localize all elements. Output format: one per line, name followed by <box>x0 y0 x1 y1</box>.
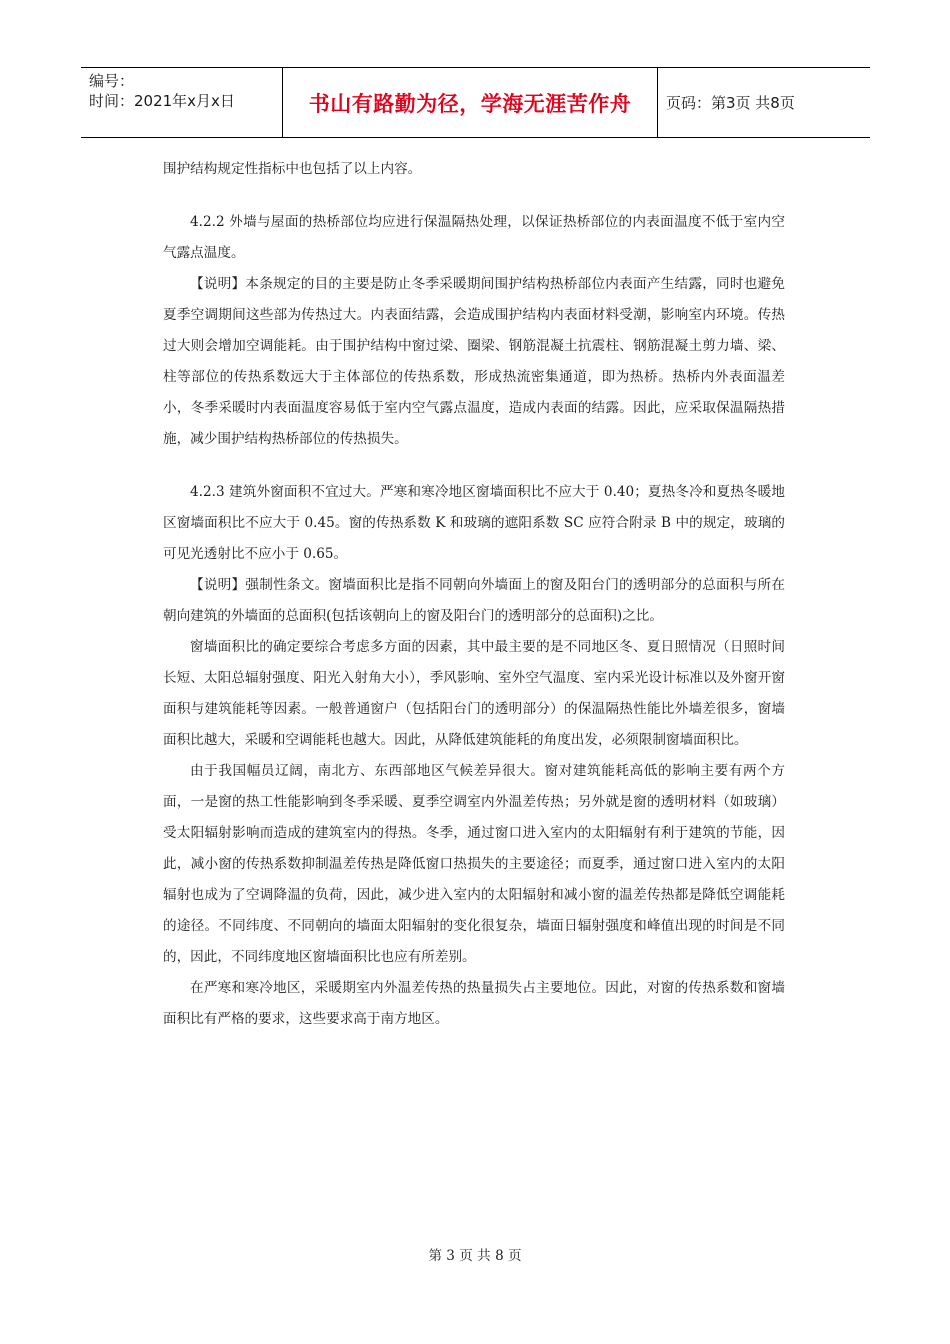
clause-paragraph: 4.2.2 外墙与屋面的热桥部位均应进行保温隔热处理，以保证热桥部位的内表面温度不低于室内空气露点温度。 <box>163 214 785 261</box>
document-body <box>163 154 785 1035</box>
body-paragraph: 在严寒和寒冷地区，采暖期室内外温差传热的热量损失占主要地位。因此，对窗的传热系数和窗墙面积比有严格的要求，这些要求高于南方地区。 <box>163 980 785 1027</box>
body-paragraph: 由于我国幅员辽阔，南北方、东西部地区气候差异很大。窗对建筑能耗高低的影响主要有两个方面，一是窗的热工性能影响到冬季采暖、夏季空调室内外温差传热；另外就是窗的透明材料（如玻璃）受太阳辐射影响而造成的建筑室内的得热。冬季，通过窗口进入室内的太阳辐射有利于建筑的节能，因此，减小窗的传热系数抑制温差传热是降低窗口热损失的主要途径；而夏季，通过窗口进入室内的太阳辐射也成为了空调降温的负荷，因此，减少进入室内的太阳辐射和减小窗的温差传热都是降低空调能耗的途径。不同纬度、不同朝向的墙面太阳辐射的变化很复杂，墙面日辐射强度和峰值出现的时间是不同的，因此，不同纬度地区窗墙面积比也应有所差别。 <box>163 763 785 965</box>
document-date-label: 时间：2021年x月x日 <box>89 92 235 110</box>
header-page-number: 页码：第3页 共8页 <box>666 94 795 112</box>
body-paragraph: 窗墙面积比的确定要综合考虑多方面的因素，其中最主要的是不同地区冬、夏日照情况（日照时间长短、太阳总辐射强度、阳光入射角大小），季风影响、室外空气温度、室内采光设计标准以及外窗开窗面积与建筑能耗等因素。一般普通窗户（包括阳台门的透明部分）的保温隔热性能比外墙差很多，窗墙面积比越大，采暖和空调能耗也越大。因此，从降低建筑能耗的角度出发，必须限制窗墙面积比。 <box>163 639 785 748</box>
explanation-paragraph: 【说明】强制性条文。窗墙面积比是指不同朝向外墙面上的窗及阳台门的透明部分的总面积与所在朝向建筑的外墙面的总面积(包括该朝向上的窗及阳台门的透明部分的总面积)之比。 <box>163 577 785 624</box>
header-slogan-cell <box>282 68 658 137</box>
explanation-paragraph: 【说明】本条规定的目的主要是防止冬季采暖期间围护结构热桥部位内表面产生结露，同时也避免夏季空调期间这些部为传热过大。内表面结露，会造成围护结构内表面材料受潮，影响室内环境。传热过大则会增加空调能耗。由于围护结构中窗过梁、圈梁、钢筋混凝土抗震柱、钢筋混凝土剪力墙、梁、柱等部位的传热系数远大于主体部位的传热系数，形成热流密集通道，即为热桥。热桥内外表面温差小，冬季采暖时内表面温度容易低于室内空气露点温度，造成内表面的结露。因此，应采取保温隔热措施，减少围护结构热桥部位的传热损失。 <box>163 276 785 447</box>
page-footer: 第 3 页 共 8 页 <box>428 1248 522 1264</box>
header-left-cell <box>81 68 282 137</box>
body-paragraph: 围护结构规定性指标中也包括了以上内容。 <box>163 161 422 177</box>
clause-paragraph: 4.2.3 建筑外窗面积不宜过大。严寒和寒冷地区窗墙面积比不应大于 0.40；夏热冬冷和夏热冬暖地区窗墙面积比不应大于 0.45。窗的传热系数 K 和玻璃的遮阳系数 SC 应符合附录 B 中的规定，玻璃的可见光透射比不应小于 0.65。 <box>163 484 785 562</box>
header-slogan: 书山有路勤为径，学海无涯苦作舟 <box>308 90 632 116</box>
document-number-label: 编号： <box>89 72 135 90</box>
header-page-cell <box>658 68 870 137</box>
page-header <box>81 67 870 138</box>
